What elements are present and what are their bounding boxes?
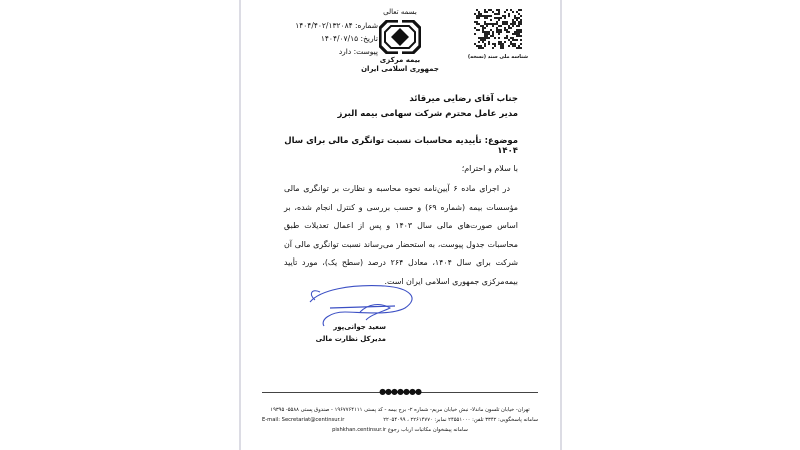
letter-body: [284, 180, 518, 291]
recipient-title: مدیر عامل محترم شرکت سهامی بیمه البرز: [337, 109, 518, 119]
letter-meta: [268, 19, 378, 58]
signer-block: [296, 321, 386, 345]
recipient-block: [290, 92, 518, 122]
letter-date: [268, 32, 378, 45]
footer-contact: سامانه پاسخگویی: ۳۳۴۲ تلفن: ۲۴۵۵۱۰۰۰ نمابر: ۲۲۶۱۴۷۷۰ ، ۲۲۰۵۴۰۹۹: [383, 417, 538, 423]
qr-caption: شناسه ملی سند (نسخه): [467, 54, 529, 60]
footer-contact-row: [262, 415, 538, 425]
number-label: شماره:: [355, 21, 378, 30]
bismillah: بسمه تعالی: [383, 8, 417, 16]
letter-number: [268, 19, 378, 32]
footer-dots-ornament: ●●●●●●●: [379, 387, 421, 396]
greeting: با سلام و احترام؛: [461, 164, 518, 173]
letter-body-text: در اجرای ماده ۶ آیین‌نامه نحوه محاسبه و نظارت بر توانگری مالی مؤسسات بیمه (شماره ۶۹) و حسب بررسی و کنترل انجام شده، بر اساس صورت‌های مالی سال ۱۴۰۳ و پس از اعمال تعدیلات طبق محاسبات جدول پیوست، به استحضار می‌رساند نسبت توانگری مالی آن شرکت برای سال ۱۴۰۴، معادل ۲۶۴ درصد (سطح یک)، مورد تأیید بیمه‌مرکزی جمهوری اسلامی ایران است.: [284, 184, 519, 286]
logo-line-1: بیمه مرکزی: [379, 56, 421, 64]
logo-line-2: جمهوری اسلامی ایران: [361, 65, 439, 73]
number-value: ۱۴۰۴/۴۰۲/۱۳۲۰۸۴: [295, 21, 353, 30]
signer-name: سعید جوانی‌پور: [333, 323, 386, 331]
letter-subject: موضوع: تأییدیه محاسبات نسبت توانگری مالی برای سال ۱۴۰۴: [284, 136, 518, 156]
attachment-value: دارد: [338, 47, 352, 56]
date-value: ۱۴۰۴/۰۷/۱۵: [320, 34, 359, 43]
central-insurance-logo-icon: [379, 20, 421, 54]
footer: [262, 405, 538, 435]
attachment-label: پیوست:: [353, 47, 378, 56]
footer-address: تهران- خیابان تلسون ماندلا- نبش خیابان مریم- شماره ۲- برج بیمه - کد پستی ۱۹۶۷۷۶۴۱۱۱ - صندوق پستی ۵۵۸۸- ۱۹۳۹۵: [270, 407, 530, 413]
qr-code-icon: [474, 9, 522, 49]
page-edge-right: [560, 0, 562, 450]
signer-title: مدیرکل نظارت مالی: [315, 335, 386, 343]
footer-portal[interactable]: سامانه پیشخوان مکاتبات ارباب رجوع pishkhan.centinsur.ir: [332, 427, 468, 433]
date-label: تاریخ:: [360, 34, 378, 43]
footer-email[interactable]: E-mail: Secretariat@centinsur.ir: [262, 417, 345, 423]
recipient-name: جناب آقای رضایی میرقائد: [409, 94, 518, 104]
logo-text: [360, 56, 440, 74]
